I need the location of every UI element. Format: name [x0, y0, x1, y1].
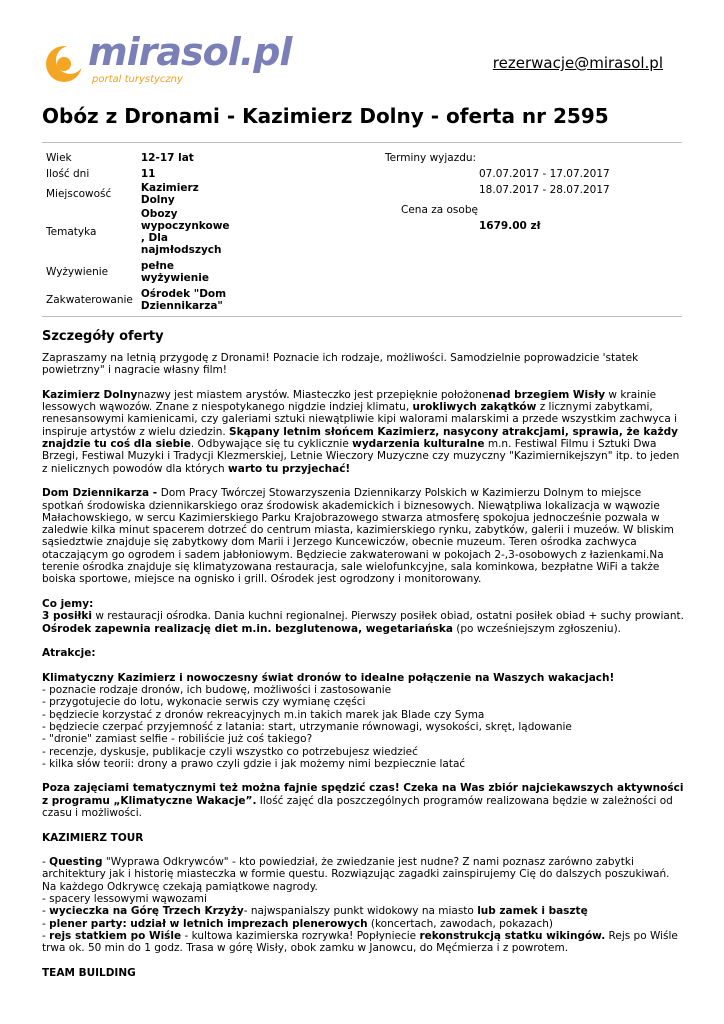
info-value: 12-17 lat [140, 152, 194, 164]
bold-text: Dom Dziennikarza - [42, 487, 161, 500]
team-title-block [42, 967, 684, 979]
text-run: - spacery lessowymi wąwozami [42, 893, 207, 906]
term-date: 07.07.2017 - 17.07.2017 [479, 168, 610, 180]
bold-text: wycieczka na Górę Trzech Krzyży [49, 905, 244, 918]
bold-text: urokliwych zakątków [412, 401, 537, 414]
list-item [42, 893, 207, 905]
list-item: - "dronie" zamiast selfie - robiliście już coś takiego? [42, 733, 313, 746]
text-run: - [42, 929, 50, 942]
text-run: - najwspanialszy punkt widokowy na miasto [243, 905, 478, 918]
kazimierz-paragraph [42, 389, 684, 475]
bold-text: rekonstrukcją statku wikingów. [419, 929, 606, 942]
text-run: - [42, 905, 50, 918]
text-run: (koncertach, zawodach, pokazach) [367, 917, 554, 930]
bold-text: Ośrodek zapewnia realizację diet m.in. bezglutenowa, wegetariańska [42, 622, 453, 635]
terms-label: Terminy wyjazdu: [385, 152, 477, 164]
list-item: - recenzje, dyskusje, publikacje czyli wszystko co potrzebujesz wiedzieć [42, 745, 418, 758]
logo-wordmark: mirasol.pl [88, 30, 292, 74]
info-label: Wiek [46, 152, 72, 164]
bold-text: lub zamek i basztę [477, 905, 588, 918]
text-run: w restauracji ośrodka. Dania kuchni regionalnej. Pierwszy posiłek obiad, ostatni posiłek obiad + suchy prowiant. [92, 610, 684, 623]
email-link[interactable]: rezerwacje@mirasol.pl [492, 54, 663, 72]
food-title: Co jemy: [42, 597, 94, 610]
page-title: Obóz z Dronami - Kazimierz Dolny - oferta nr 2595 [42, 104, 609, 128]
sun-icon [42, 40, 90, 88]
info-label: Ilość dni [46, 168, 90, 180]
tour-title: KAZIMIERZ TOUR [42, 831, 144, 844]
info-value: Ośrodek "Dom Dziennikarza" [140, 288, 227, 312]
food-section [42, 598, 684, 635]
info-row [42, 150, 237, 166]
divider [42, 142, 682, 143]
info-value: pełne wyżywienie [140, 260, 209, 284]
text-run: "Wyprawa Odkrywców" - kto powiedział, że zwiedzanie jest nudne? Z nami poznasz zarówno zabytki architektury jak i historię miasteczka w formie questu. Rozwiązując zagadki zainspirujemy Cię do dalszych poszukiwań. Na każdego Odkrywcę czekają pamiątkowe nagrody. [42, 856, 670, 893]
list-item: - kilka słów teorii: drony a prawo czyli gdzie i jak możemy nimi bezpiecznie latać [42, 757, 466, 770]
team-title: TEAM BUILDING [42, 966, 136, 979]
text-run: Rejs po Wiśle trwa ok. 50 min do 1 godz. Trasa w górę Wisły, obok zamku w Janowcu, do Męćmierza i z powrotem. [42, 929, 678, 955]
info-label: Wyżywienie [46, 266, 109, 278]
attractions-heading: Klimatyczny Kazimierz i nowoczesny świat dronów to idealne połączenie na Waszych wakacjach! [42, 671, 615, 684]
intro-paragraph: Zapraszamy na letnią przygodę z Dronami! Poznacie ich rodzaje, możliwości. Samodzielnie poprowadzicie 'statek powietrzny" i nagracie własny film! [42, 352, 639, 377]
tour-title-block [42, 832, 684, 844]
text-run: . Odbywające się tu cyklicznie [190, 438, 353, 451]
bold-text: Poza zajęciami tematycznymi też można fajnie spędzić czas! Czeka na Was zbiór najciekawszych aktywności z programu „Klimatyczne Wakacje”. [42, 782, 684, 807]
bold-text: warto tu przyjechać! [228, 462, 351, 475]
text-run: - [42, 917, 50, 930]
section-title: Szczegóły oferty [42, 329, 164, 344]
bold-text: wydarzenia kulturalne [352, 438, 485, 451]
bold-text: 3 posiłki [42, 610, 93, 623]
food-line [42, 610, 684, 622]
list-item: - będziecie korzystać z dronów rekreacyjnych m.in takich marek jak Blade czy Syma [42, 708, 485, 721]
list-item [42, 905, 588, 917]
info-value: Obozy wypoczynkowe , Dla najmłodszych [140, 208, 230, 256]
text-run: m.n. Festiwal Filmu i Sztuki Dwa Brzegi, Festiwal Muzyki i Tradycji Klezmerskiej, Letnie Wieczory Muzyczne czy muzyczny "Kazimiernikejszyn" itp. to jeden z nielicznych powodów dla których [42, 438, 680, 475]
attractions-title-block [42, 647, 684, 659]
list-item [42, 856, 669, 893]
text-run: - kultowa kazimierska rozrywka! Popłyniecie [181, 929, 420, 942]
term-date: 18.07.2017 - 28.07.2017 [479, 184, 610, 196]
info-label: Zakwaterowanie [46, 294, 133, 306]
attractions-title: Atrakcje: [42, 647, 96, 660]
accommodation-paragraph [42, 487, 684, 585]
bold-text: Skąpany letnim słońcem Kazimierz, nasycony atrakcjami, sprawia, że każdy znajdzie tu coś dla siebie [42, 425, 678, 451]
info-row [42, 286, 237, 314]
bold-text: nad brzegiem Wisły [488, 388, 606, 401]
text-run: - [42, 856, 50, 869]
tour-list [42, 856, 684, 954]
bold-text: Kazimierz Dolny [42, 388, 138, 401]
info-row [42, 166, 237, 182]
attractions-list [42, 672, 684, 770]
list-item: - przygotujecie do lotu, wykonacie serwis czy wymianę części [42, 696, 366, 709]
list-item: - będziecie czerpać przyjemność z latania: start, utrzymanie równowagi, wysokości, skręt, lądowanie [42, 720, 572, 733]
bold-text: Questing [49, 856, 103, 869]
info-label: Tematyka [46, 226, 97, 238]
text-run: (po wcześniejszym zgłoszeniu). [452, 622, 622, 635]
text-run: w krainie lessowych wąwozów. Znane z niespotykanego nigdzie indziej klimatu, [42, 388, 657, 414]
info-value: 11 [140, 168, 156, 180]
offer-info-table [42, 150, 237, 314]
offer-details [42, 352, 684, 991]
mirasol-logo[interactable] [42, 30, 292, 92]
diet-line [42, 623, 621, 635]
price-label: Cena za osobę [401, 204, 478, 216]
bold-text: rejs statkiem po Wiśle [49, 929, 182, 942]
info-row [42, 182, 237, 206]
list-item [42, 918, 553, 930]
text-run: nazwy jest miastem arystów. Miasteczko jest przepięknie położone [137, 388, 489, 401]
activities-paragraph [42, 782, 684, 819]
price-value: 1679.00 zł [479, 220, 541, 232]
info-value: Kazimierz Dolny [140, 182, 199, 206]
info-label: Miejscowość [46, 188, 112, 200]
divider [42, 316, 682, 317]
list-item [42, 930, 678, 954]
text-run: Dom Pracy Twórczej Stowarzyszenia Dziennikarzy Polskich w Kazimierzu Dolnym to miejsce spotkań środowiska dziennikarskiego oraz środowisk akademickich i biznesowych. Niewątpliwa lokalizacja w wąwozie Małachowskiego, w sercu Kazimierskiego Parku Krajobrazowego stwarza atmosferę spokojua jednocześnie pozwala w zaledwie kilka minut spacerem dotrzeć do centrum miasta, kazimierskiego rynku, zabytków, galerii i muzeów. W bliskim sąsiedztwie znajduje się zabytkowy dom Marii i Jerzego Kuncewiczów, obecnie muzeum. Teren ośrodka zachwyca otaczającym go ogrodem i sadem jabłoniowym. Będziecie zakwaterowani w pokojach 2-,3-osobowych z łazienkami.Na terenie ośrodka znajduje się klimatyzowana restauracja, sale wielofunkcyjne, sala kominkowa, bezpłatne WiFi a także boiska sportowe, miejsce na ognisko i grill. Ośrodek jest ogrodzony i monitorowany. [42, 487, 674, 586]
list-item: - poznacie rodzaje dronów, ich budowę, możliwości i zastosowanie [42, 684, 392, 697]
text-run: Ilość zajęć dla poszczególnych programów realizowana będzie w zależności od czasu i możliwości. [42, 794, 673, 819]
text-run: z licznymi zabytkami, renesansowymi kamienicami, czy galeriami sztuki niewątpliwie kipi walorami malarskimi a przede wszystkim zachwyca i inspiruje artystów z wielu dziedzin. [42, 401, 678, 438]
info-row [42, 206, 237, 258]
info-row [42, 258, 237, 286]
bold-text: plener party: udział w letnich imprezach plenerowych [49, 917, 368, 930]
logo-tagline: portal turystyczny [92, 74, 183, 85]
